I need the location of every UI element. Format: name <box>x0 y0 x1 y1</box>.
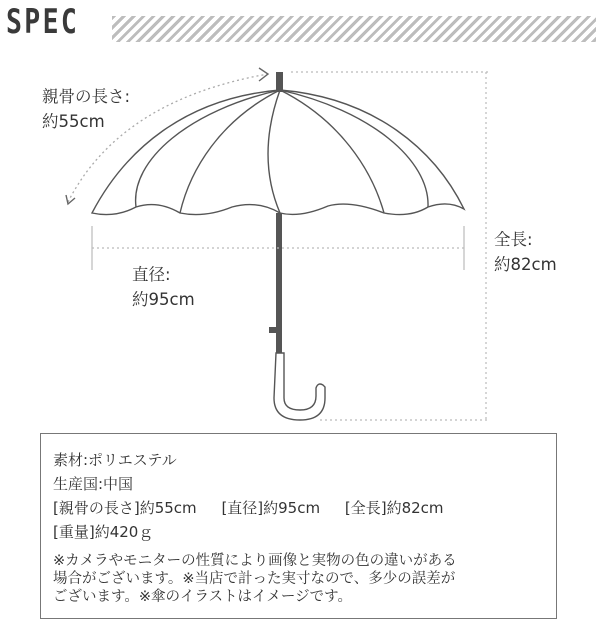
dim-rib-length: [親骨の長さ]約55cm <box>53 499 197 517</box>
rib-length-label-text: 親骨の長さ: <box>42 87 131 106</box>
dimensions-line <box>53 496 544 520</box>
note-line: ※カメラやモニターの性質により画像と実物の色の違いがある <box>53 553 457 569</box>
spec-heading: SPEC <box>6 2 80 42</box>
diameter-value: 約95cm <box>132 290 195 309</box>
weight-line: [重量]約420ｇ <box>53 523 154 541</box>
origin-line: 生産国:中国 <box>53 475 134 493</box>
umbrella-handle <box>274 353 325 420</box>
diameter-label-text: 直径: <box>132 265 171 284</box>
material-line: 素材:ポリエステル <box>53 451 177 469</box>
umbrella-canopy <box>92 90 464 215</box>
spec-details-box <box>40 433 557 619</box>
total-length-label-text: 全長: <box>494 230 533 249</box>
total-length-value: 約82cm <box>494 255 557 274</box>
total-length-guide <box>291 72 490 420</box>
dim-diameter: [直径]約95cm <box>221 499 321 517</box>
umbrella-shaft <box>269 213 282 353</box>
dim-total-length: [全長]約82cm <box>344 499 444 517</box>
umbrella-tip <box>276 72 283 92</box>
disclaimer-note <box>53 552 544 606</box>
rib-length-value: 約55cm <box>42 112 105 131</box>
total-length-label <box>494 227 557 277</box>
diameter-label <box>132 262 195 312</box>
rib-length-label <box>42 84 130 134</box>
note-line: 場合がございます。※当店で計った実寸なので、多少の誤差が <box>53 571 456 587</box>
note-line: ございます。※傘のイラストはイメージです。 <box>53 589 352 605</box>
